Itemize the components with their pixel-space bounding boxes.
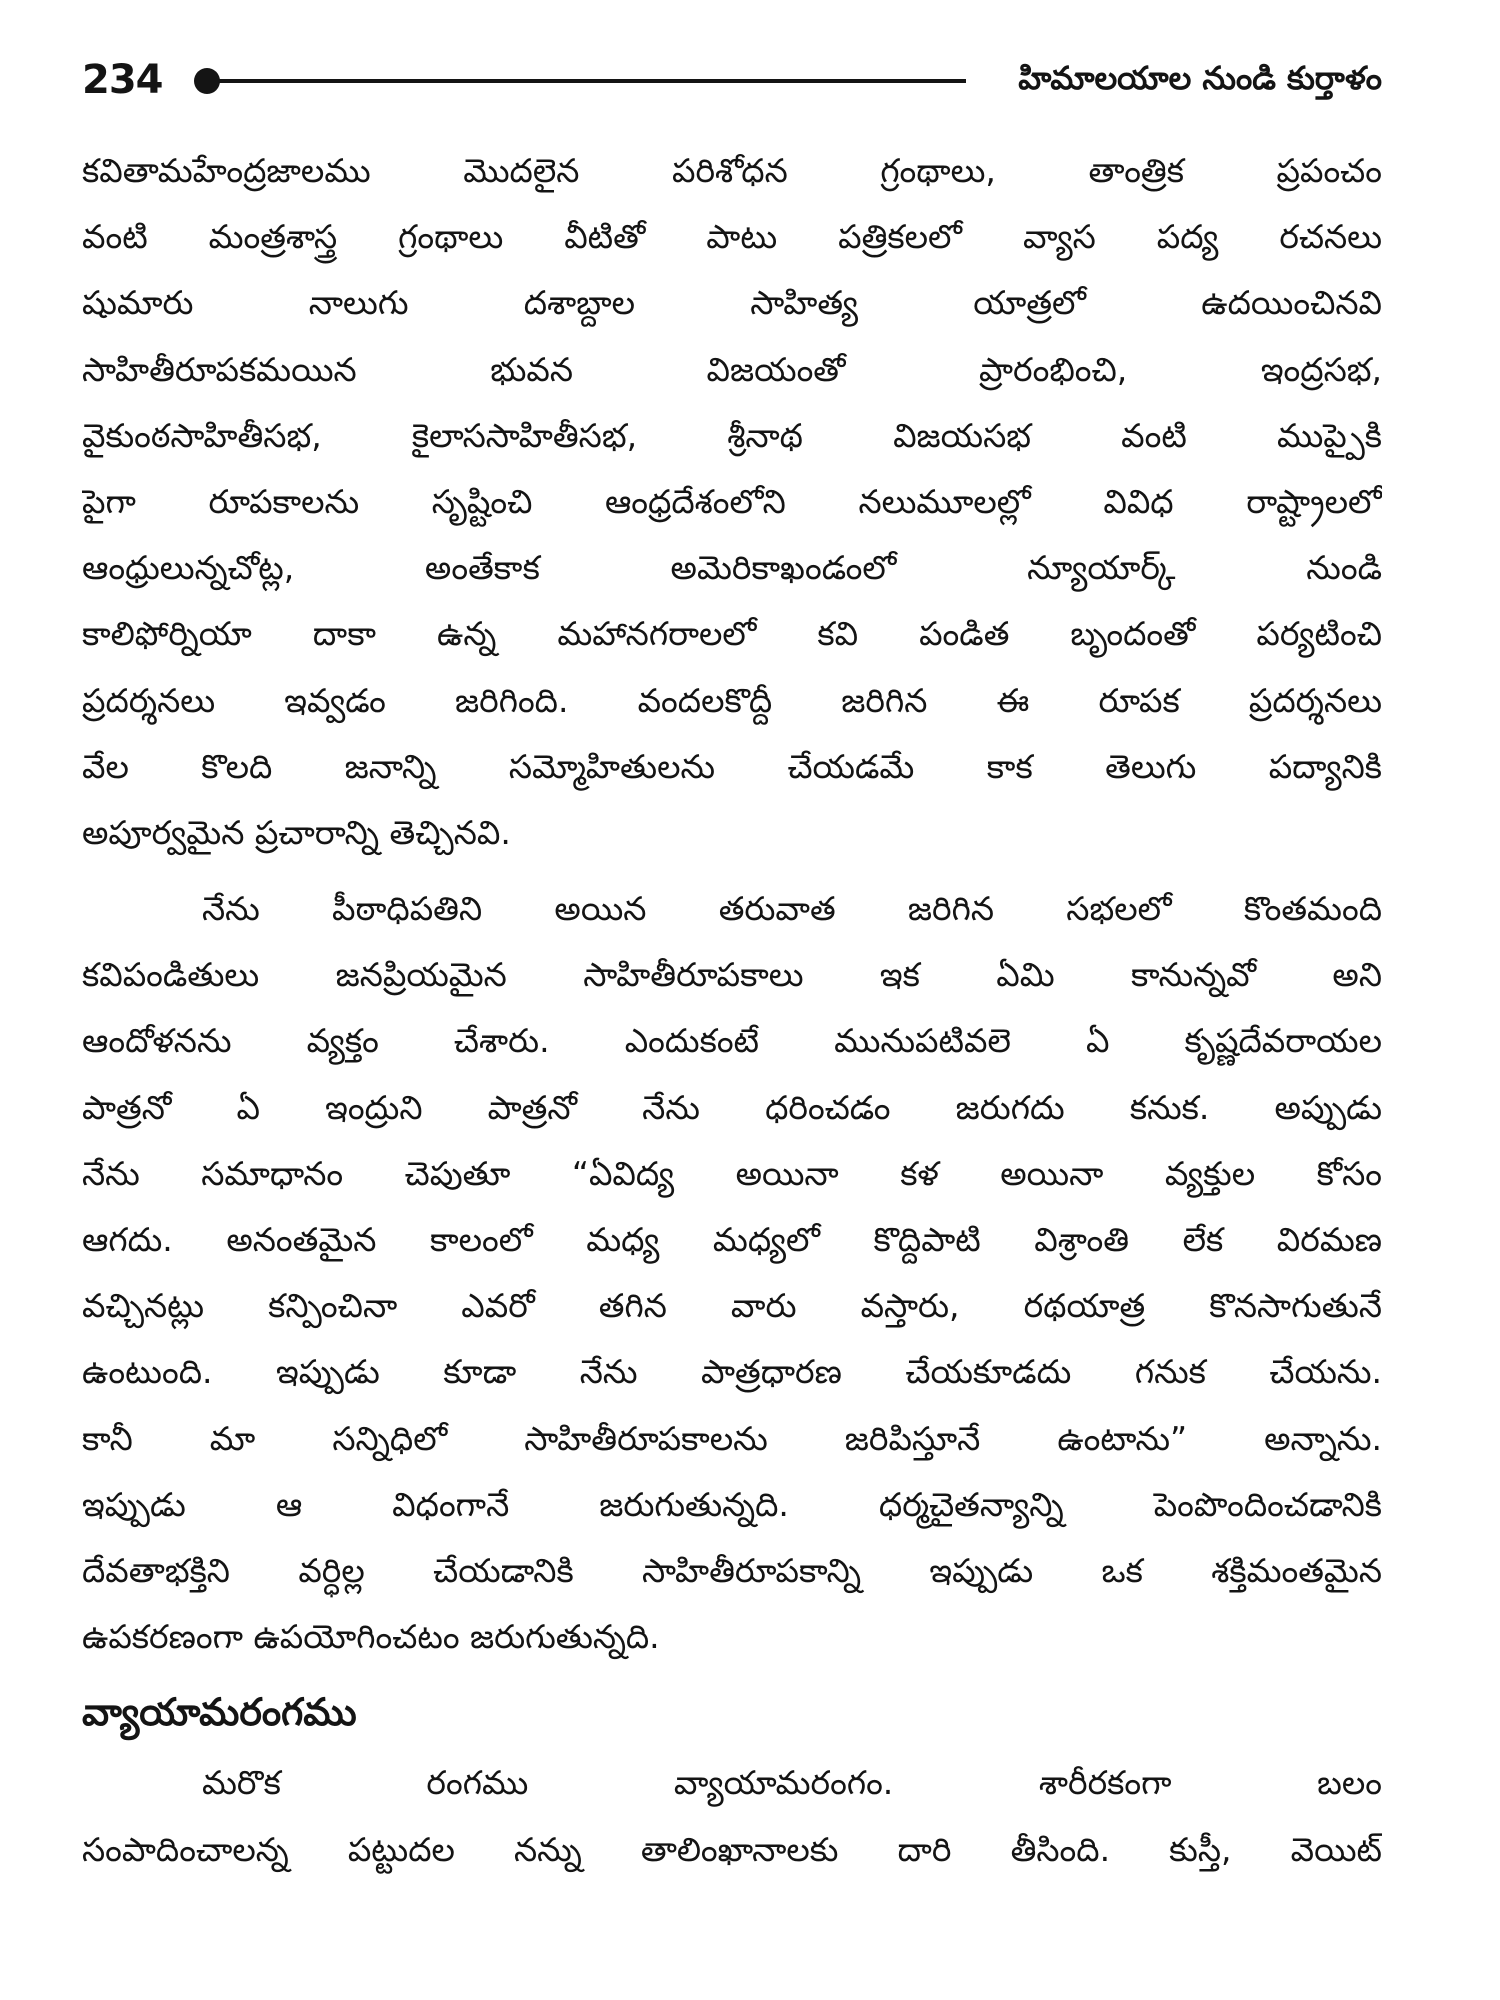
text-line: సాహితీరూపకమయిన భువన విజయంతో ప్రారంభించి, ఇంద్రసభ,: [82, 349, 1382, 389]
paragraph-3: [82, 1750, 1382, 1882]
paragraph-2: [82, 876, 1382, 1670]
text-line: వైకుంఠసాహితీసభ, కైలాససాహితీసభ, శ్రీనాథ విజయసభ వంటి ముప్పైకి: [82, 415, 1382, 455]
text-line: వచ్చినట్లు కన్పించినా ఎవరో తగిన వారు వస్తారు, రథయాత్ర కొనసాగుతునే: [82, 1286, 1382, 1326]
text-line: పాత్రనో ఏ ఇంద్రుని పాత్రనో నేను ధరించడం జరుగదు కనుక. అప్పుడు: [82, 1087, 1382, 1127]
text-line: ఆందోళనను వ్యక్తం చేశారు. ఎందుకంటే మునుపటివలె ఏ కృష్ణదేవరాయల: [82, 1021, 1382, 1061]
text-line: కవితామహేంద్రజాలము మొదలైన పరిశోధన గ్రంథాలు, తాంత్రిక ప్రపంచం: [82, 151, 1382, 190]
text-line: దేవతాభక్తిని వర్ధిల్ల చేయడానికి సాహితీరూపకాన్ని ఇప్పుడు ఒక శక్తిమంతమైన: [82, 1550, 1382, 1590]
page-number: 234: [82, 57, 163, 103]
text-line: సంపాదించాలన్న పట్టుదల నన్ను తాలింఖానాలకు దారి తీసింది. కుస్తీ, వెయిట్: [82, 1829, 1382, 1869]
paragraph-1: [82, 138, 1382, 866]
text-line: కానీ మా సన్నిధిలో సాహితీరూపకాలను జరిపిస్తూనే ఉంటాను” అన్నాను.: [82, 1418, 1382, 1458]
text-line: కవిపండితులు జనప్రియమైన సాహితీరూపకాలు ఇక ఏమి కానున్నవో అని: [82, 955, 1382, 995]
text-line: ఇప్పుడు ఆ విధంగానే జరుగుతున్నది. ధర్మచైతన్యాన్ని పెంపొందించడానికి: [82, 1484, 1382, 1524]
page-header: [82, 52, 1382, 108]
text-line: కాలిఫోర్నియా దాకా ఉన్న మహానగరాలలో కవి పండిత బృందంతో పర్యటించి: [82, 614, 1382, 654]
paragraph-spacer: [82, 866, 1382, 876]
header-rule: [210, 79, 966, 83]
text-line: ఉపకరణంగా ఉపయోగించటం జరుగుతున్నది.: [82, 1617, 660, 1657]
text-line: ఉంటుంది. ఇప్పుడు కూడా నేను పాత్రధారణ చేయకూడదు గనుక చేయను.: [82, 1352, 1382, 1392]
text-line: ఆంధ్రులున్నచోట్ల, అంతేకాక అమెరికాఖండంలో న్యూయార్క్ నుండి: [82, 548, 1382, 588]
text-line: పైగా రూపకాలను సృష్టించి ఆంధ్రదేశంలోని నలుమూలల్లో వివిధ రాష్ట్రాలలో: [82, 481, 1382, 521]
text-line: అపూర్వమైన ప్రచారాన్ని తెచ్చినవి.: [82, 812, 511, 852]
running-title: హిమాలయాల నుండి కుర్తాళం: [1018, 59, 1382, 97]
body-text: [82, 138, 1382, 1883]
text-line: మరొక రంగము వ్యాయామరంగం. శారీరకంగా బలం: [202, 1763, 1382, 1803]
text-line: వంటి మంత్రశాస్త్ర గ్రంథాలు వీటితో పాటు పత్రికలలో వ్యాస పద్య రచనలు: [82, 217, 1382, 257]
text-line: ప్రదర్శనలు ఇవ్వడం జరిగింది. వందలకొద్దీ జరిగిన ఈ రూపక ప్రదర్శనలు: [82, 680, 1382, 720]
text-line: షుమారు నాలుగు దశాబ్దాల సాహిత్య యాత్రలో ఉదయించినవి: [82, 283, 1382, 323]
text-line: వేల కొలది జనాన్ని సమ్మోహితులను చేయడమే కాక తెలుగు పద్యానికి: [82, 746, 1382, 786]
text-line: ఆగదు. అనంతమైన కాలంలో మధ్య మధ్యలో కొద్దిపాటి విశ్రాంతి లేక విరమణ: [82, 1220, 1382, 1259]
text-line: నేను సమాధానం చెపుతూ “ఏవిద్య అయినా కళ అయినా వ్యక్తుల కోసం: [82, 1153, 1382, 1193]
section-heading: వ్యాయామరంగము: [82, 1690, 357, 1735]
text-line: నేను పీఠాధిపతిని అయిన తరువాత జరిగిన సభలలో కొంతమంది: [202, 889, 1382, 929]
